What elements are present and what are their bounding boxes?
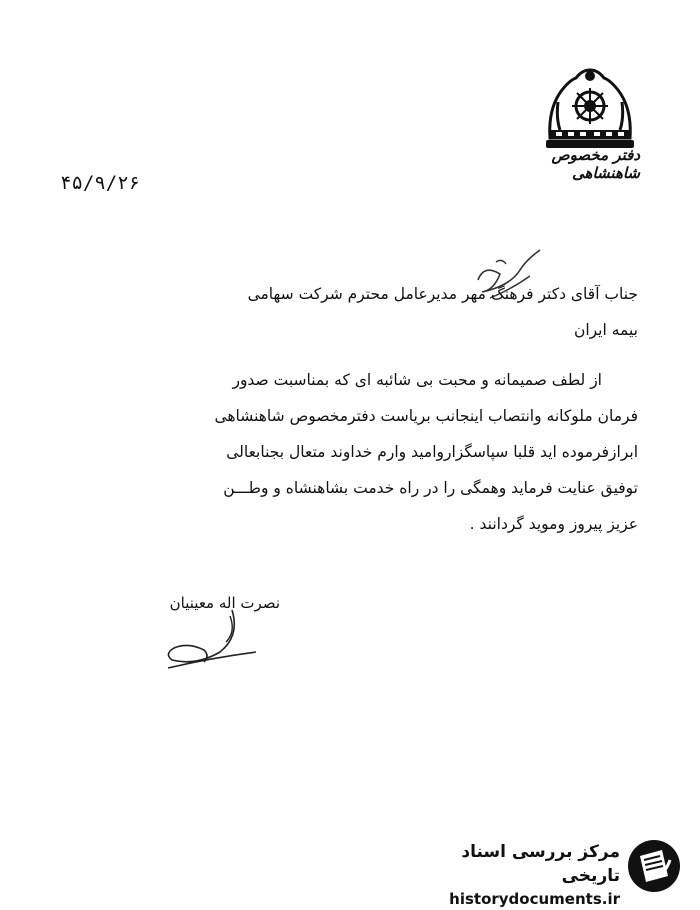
letter-date: ۴۵/۹/۲۶ (60, 172, 141, 194)
address-line: جناب آقای دکتر فرهنگ مهر مدیرعامل محترم شرکت سهامی (247, 285, 638, 303)
watermark-title: مرکز بررسی اسناد تاریخی (461, 842, 620, 886)
address-line: بیمه ایران (573, 321, 638, 339)
body-line: از لطف صمیمانه و محبت بی شائبه ای که بمناسبت صدور (232, 371, 602, 389)
letter-body (48, 276, 638, 542)
body-line: توفیق عنایت فرماید وهمگی را در راه خدمت بشاهنشاه و وطـــن (223, 479, 638, 497)
watermark (396, 838, 686, 908)
signer-name: نصرت اله معینیان (169, 594, 280, 612)
handwritten-signature-icon (160, 606, 260, 676)
body-line: ابرازفرموده اید قلبا سپاسگزاروامید وارم خداوند متعال بجنابعالی (226, 443, 638, 461)
pahlavi-crown-emblem-icon (540, 68, 640, 152)
watermark-url: historydocuments.ir (449, 890, 620, 908)
body-line: فرمان ملوکانه وانتصاب اینجانب بریاست دفترمخصوص شاهنشاهی (214, 407, 638, 425)
body-line: عزیز پیروز وموید گردانند . (469, 515, 638, 533)
document-center-logo-icon (626, 838, 682, 894)
office-name: دفتر مخصوص شاهنشاهی (551, 146, 640, 182)
